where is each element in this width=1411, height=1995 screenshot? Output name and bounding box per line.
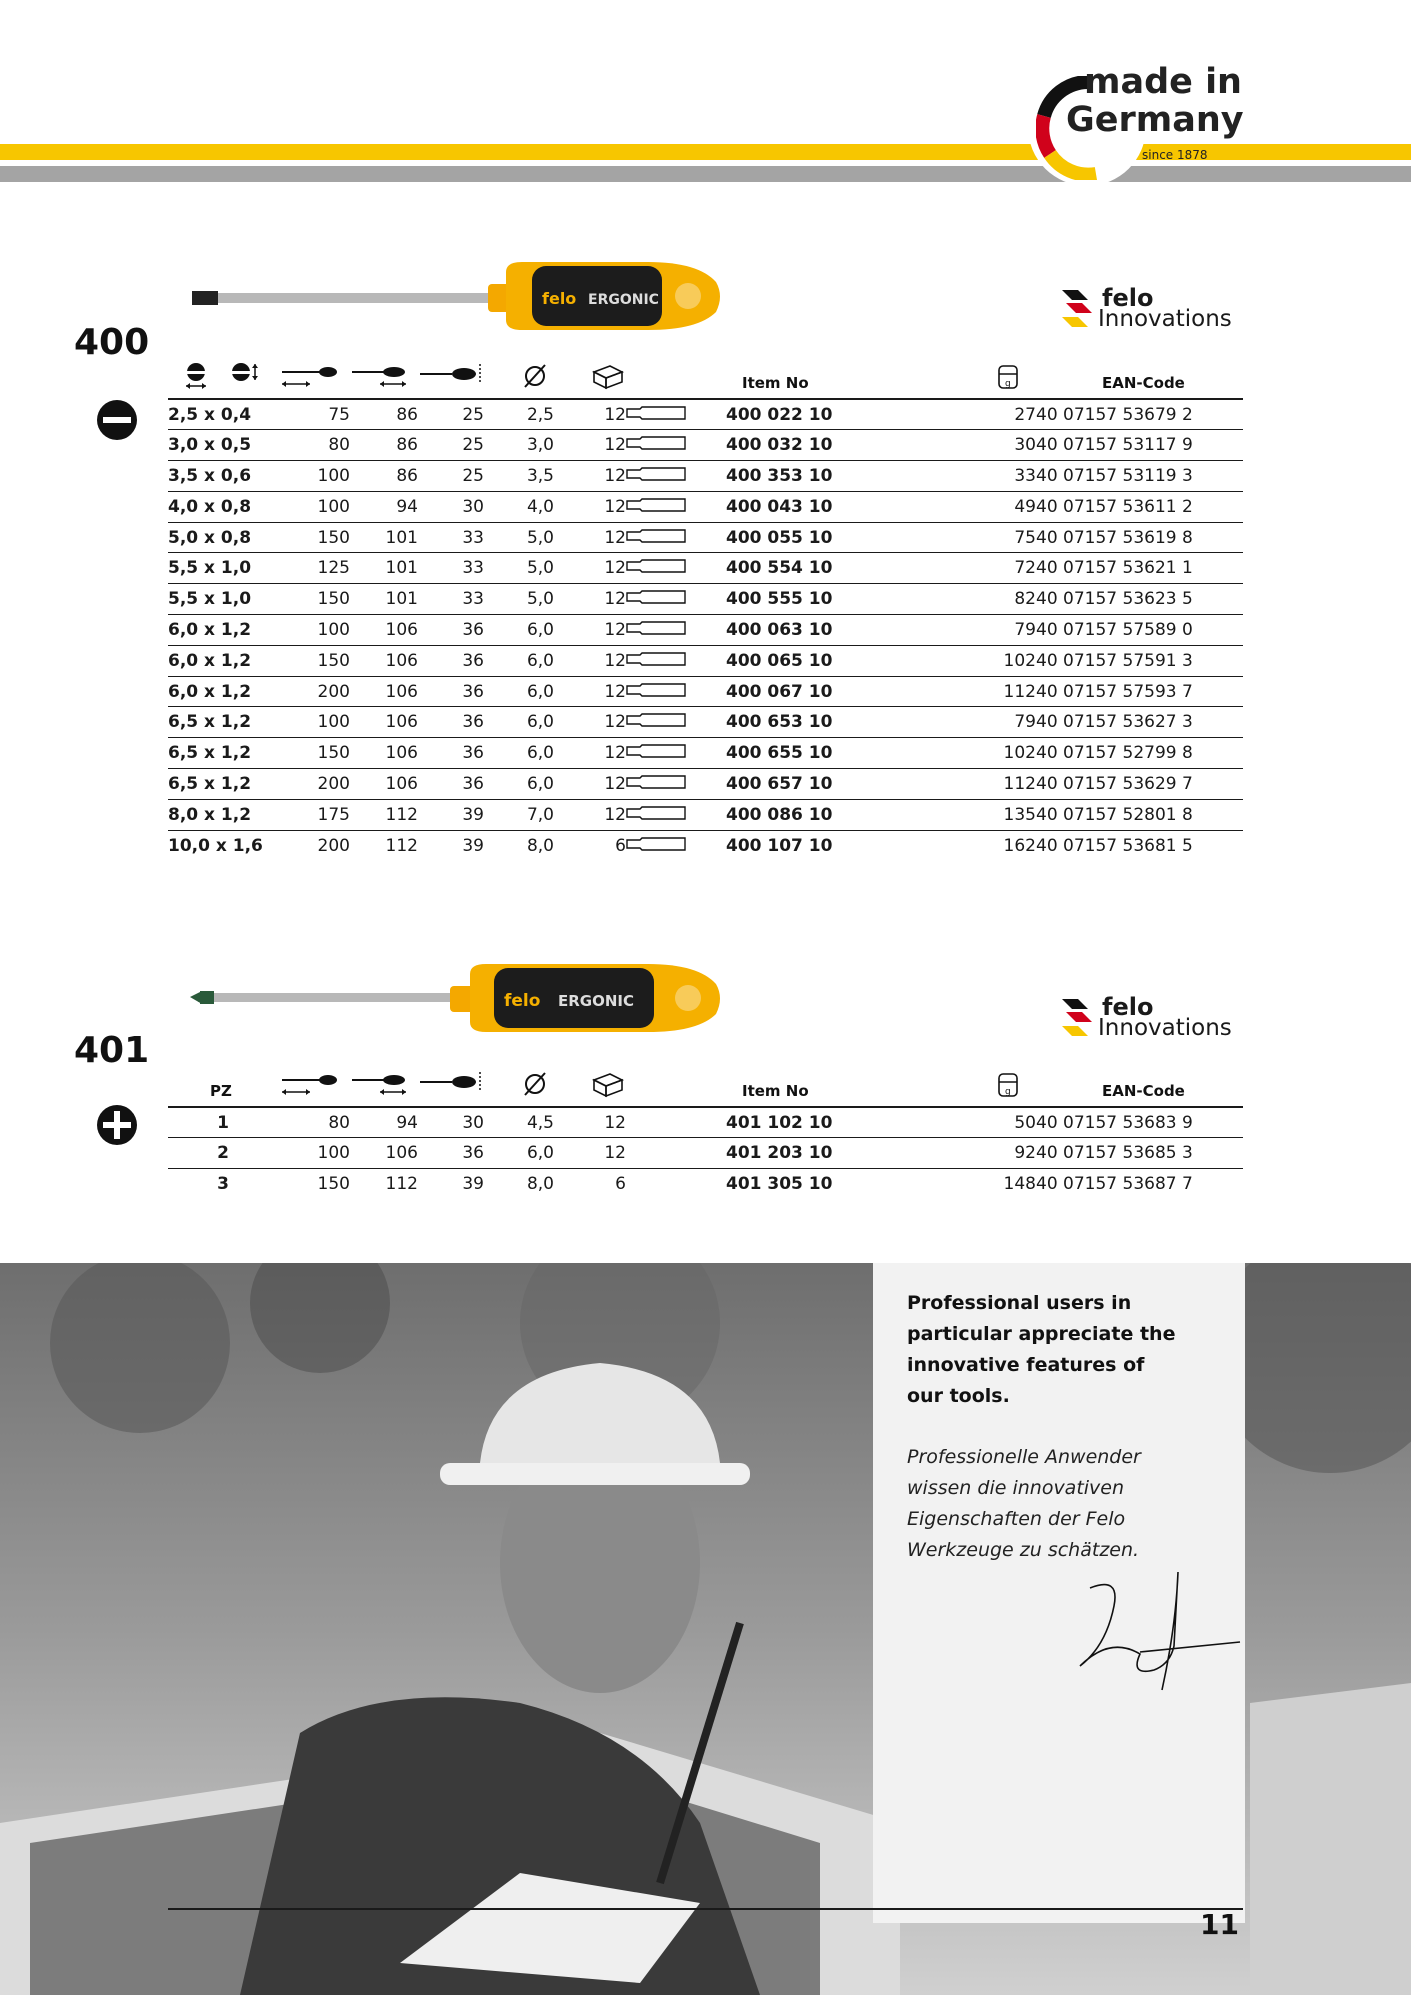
blade-length-cell: 100 (278, 461, 350, 492)
handle-length-cell: 86 (350, 399, 418, 430)
handle-length-cell: 112 (385, 1174, 418, 1195)
table-row (168, 615, 1243, 646)
blade-length-cell: 100 (278, 707, 350, 738)
handle-length-cell: 106 (350, 645, 418, 676)
blade-profile-cell (626, 1138, 726, 1169)
diameter-cell: 4,0 (484, 491, 554, 522)
handle-length-cell: 106 (350, 769, 418, 800)
blade-profile-cell (626, 738, 726, 769)
diameter-cell: 7,0 (484, 799, 554, 830)
item-no-cell: 400 055 10 (726, 522, 926, 553)
size-cell: 6,5 x 1,2 (168, 769, 278, 800)
blade-profile-cell (626, 769, 726, 800)
table-row (168, 738, 1243, 769)
table-row (168, 1169, 1243, 1200)
diameter-cell: 6,0 (484, 645, 554, 676)
blade-profile-icon (626, 559, 686, 573)
handle-diameter-icon (418, 362, 482, 390)
blade-profile-cell (626, 676, 726, 707)
size-cell: 5,0 x 0,8 (168, 522, 278, 553)
handle-length-cell: 112 (385, 835, 418, 856)
quote-en-line: Professional users in (907, 1292, 1132, 1314)
ean-code-cell: 40 07157 53621 1 (1036, 553, 1243, 584)
pack-qty-cell: 12 (554, 522, 626, 553)
ean-code-cell: 40 07157 53627 3 (1036, 707, 1243, 738)
pack-qty-cell: 12 (554, 799, 626, 830)
made-in-germany-badge (1028, 60, 1248, 180)
felo-flag-icon (1062, 290, 1092, 330)
blade-length-cell: 80 (278, 1107, 350, 1138)
table-row (168, 645, 1243, 676)
handle-width-cell: 39 (462, 835, 484, 856)
blade-length-cell: 80 (278, 430, 350, 461)
pack-qty-cell: 12 (554, 491, 626, 522)
item-no-cell: 400 043 10 (726, 491, 926, 522)
blade-profile-cell (626, 1107, 726, 1138)
blade-length-cell: 175 (278, 799, 350, 830)
handle-length-icon (350, 362, 410, 390)
handwritten-signature (1070, 1566, 1250, 1696)
weight-cell: 148 (1003, 1174, 1036, 1195)
diameter-cell: 8,0 (526, 1174, 554, 1195)
badge-germany: Germany (1066, 100, 1244, 140)
size-cell: 3,5 x 0,6 (168, 461, 278, 492)
weight-cell: 82 (926, 584, 1036, 615)
tip-thickness-icon (230, 362, 260, 390)
handle-width-cell: 36 (418, 707, 484, 738)
pack-qty-cell: 12 (554, 645, 626, 676)
pozidriv-screwdriver-image (188, 960, 728, 1036)
size-cell: 2 (168, 1138, 278, 1169)
tip-width-icon (184, 362, 208, 390)
handle-length-cell: 101 (350, 553, 418, 584)
size-cell: 5,5 x 1,0 (168, 553, 278, 584)
handle-width-cell: 33 (418, 553, 484, 584)
ean-code-cell: 40 07157 53685 3 (1036, 1138, 1243, 1169)
diameter-cell: 2,5 (484, 399, 554, 430)
item-no-cell: 400 555 10 (726, 584, 926, 615)
badge-made-in: made in (1084, 62, 1242, 102)
table-row (168, 584, 1243, 615)
weight-cell: 79 (926, 615, 1036, 646)
felo-innovations: Innovations (1098, 1015, 1232, 1041)
blade-profile-icon (626, 775, 686, 789)
ean-code-header: EAN-Code (1102, 1082, 1185, 1100)
weight-cell: 102 (926, 645, 1036, 676)
item-no-cell: 401 305 10 (726, 1174, 833, 1195)
table-row (168, 707, 1243, 738)
size-cell: 3,0 x 0,5 (168, 430, 278, 461)
item-no-cell: 400 032 10 (726, 430, 926, 461)
blade-length-icon (280, 1070, 340, 1098)
blade-length-cell: 100 (278, 1138, 350, 1169)
size-cell: 4,0 x 0,8 (168, 491, 278, 522)
item-no-cell: 400 653 10 (726, 707, 926, 738)
weight-cell: 112 (926, 769, 1036, 800)
table-row (168, 553, 1243, 584)
weight-cell: 102 (926, 738, 1036, 769)
weight-cell: 79 (926, 707, 1036, 738)
handle-length-cell: 94 (350, 1107, 418, 1138)
blade-length-cell: 100 (278, 491, 350, 522)
section-401-number: 401 (74, 1030, 150, 1071)
weight-cell: 50 (926, 1107, 1036, 1138)
table-row (168, 769, 1243, 800)
quote-en-line: innovative features of (907, 1354, 1145, 1376)
svg-text:ERGONIC: ERGONIC (558, 992, 635, 1010)
quote-de-line: Eigenschaften der Felo (907, 1508, 1126, 1530)
svg-text:g: g (1005, 379, 1011, 389)
ean-code-cell: 40 07157 57593 7 (1036, 676, 1243, 707)
handle-width-cell: 33 (418, 522, 484, 553)
handle-width-cell: 36 (418, 1138, 484, 1169)
size-cell: 8,0 x 1,2 (168, 799, 278, 830)
item-no-header: Item No (742, 374, 809, 392)
handle-width-cell: 25 (418, 430, 484, 461)
section-400-header (168, 362, 1243, 396)
quote-de-line: Professionelle Anwender (907, 1446, 1141, 1468)
blade-length-cell: 150 (278, 645, 350, 676)
ean-code-cell: 40 07157 53623 5 (1036, 584, 1243, 615)
item-no-cell: 401 102 10 (726, 1107, 926, 1138)
blade-profile-cell (626, 553, 726, 584)
item-no-cell: 400 353 10 (726, 461, 926, 492)
size-cell: 1 (168, 1107, 278, 1138)
blade-profile-icon (626, 406, 686, 420)
item-no-cell: 400 107 10 (726, 835, 833, 856)
blade-length-cell: 200 (317, 835, 350, 856)
diameter-cell: 5,0 (484, 522, 554, 553)
table-row (168, 399, 1243, 430)
size-cell: 6,5 x 1,2 (168, 738, 278, 769)
slotted-screwdriver-image (188, 258, 728, 334)
handle-width-cell: 25 (418, 461, 484, 492)
item-no-cell: 400 554 10 (726, 553, 926, 584)
svg-text:felo: felo (542, 289, 577, 308)
badge-since: since 1878 (1142, 148, 1208, 162)
blade-length-icon (280, 362, 340, 390)
ean-code-cell: 40 07157 53629 7 (1036, 769, 1243, 800)
blade-length-cell: 150 (278, 738, 350, 769)
ean-code-cell: 40 07157 57591 3 (1036, 645, 1243, 676)
felo-innovations-logo-2 (1062, 993, 1242, 1047)
package-icon (592, 1070, 624, 1098)
pack-qty-cell: 12 (554, 399, 626, 430)
felo-innovations-logo (1062, 284, 1242, 338)
handle-width-cell: 30 (418, 1107, 484, 1138)
handle-width-cell: 36 (418, 769, 484, 800)
diameter-cell: 4,5 (484, 1107, 554, 1138)
blade-length-cell: 150 (278, 584, 350, 615)
blade-profile-cell (626, 830, 726, 861)
size-cell: 6,5 x 1,2 (168, 707, 278, 738)
item-no-cell: 400 657 10 (726, 769, 926, 800)
section-400-table (168, 398, 1243, 861)
blade-length-cell: 125 (278, 553, 350, 584)
size-cell: 3 (217, 1174, 229, 1195)
blade-profile-icon (626, 436, 686, 450)
blade-profile-icon (626, 590, 686, 604)
blade-profile-icon (626, 621, 686, 635)
blade-profile-cell (626, 430, 726, 461)
pack-qty-cell: 12 (554, 553, 626, 584)
diameter-cell: 6,0 (484, 738, 554, 769)
diameter-cell: 6,0 (484, 707, 554, 738)
blade-length-cell: 75 (278, 399, 350, 430)
blade-profile-icon (626, 713, 686, 727)
blade-profile-cell (626, 615, 726, 646)
quote-german (907, 1442, 1227, 1566)
pack-qty-cell: 12 (554, 1107, 626, 1138)
blade-profile-cell (626, 645, 726, 676)
item-no-cell: 400 063 10 (726, 615, 926, 646)
diameter-cell: 6,0 (484, 676, 554, 707)
handle-width-cell: 36 (418, 645, 484, 676)
table-row (168, 1107, 1243, 1138)
handle-length-cell: 106 (350, 1138, 418, 1169)
handle-length-cell: 101 (350, 584, 418, 615)
blade-profile-cell (626, 399, 726, 430)
blade-profile-icon (626, 529, 686, 543)
table-row (168, 491, 1243, 522)
page-number: 11 (1200, 1908, 1239, 1941)
handle-length-cell: 106 (350, 738, 418, 769)
quote-de-line: Werkzeuge zu schätzen. (907, 1539, 1140, 1561)
felo-name: felo (1102, 993, 1154, 1021)
pack-qty-cell: 12 (554, 738, 626, 769)
size-cell: 10,0 x 1,6 (168, 835, 263, 856)
handle-width-cell: 25 (418, 399, 484, 430)
diameter-cell: 3,0 (484, 430, 554, 461)
diameter-icon (522, 362, 548, 390)
ean-code-cell: 40 07157 53687 7 (1036, 1174, 1193, 1195)
table-row (168, 1138, 1243, 1169)
section-401-header (168, 1070, 1243, 1104)
svg-text:felo: felo (504, 991, 541, 1011)
footer-rule (168, 1908, 1243, 1910)
blade-profile-cell (626, 584, 726, 615)
diameter-cell: 5,0 (484, 553, 554, 584)
diameter-cell: 3,5 (484, 461, 554, 492)
quote-de-line: wissen die innovativen (907, 1477, 1125, 1499)
handle-length-icon (350, 1070, 410, 1098)
weight-cell: 92 (926, 1138, 1036, 1169)
blade-profile-cell (626, 799, 726, 830)
table-row (168, 830, 1243, 861)
table-row (168, 461, 1243, 492)
size-cell: 6,0 x 1,2 (168, 676, 278, 707)
handle-width-cell: 33 (418, 584, 484, 615)
felo-innovations: Innovations (1098, 306, 1232, 332)
handle-width-cell: 36 (418, 615, 484, 646)
pack-qty-cell: 12 (554, 584, 626, 615)
diameter-cell: 6,0 (484, 615, 554, 646)
pozidriv-tip-icon (97, 1105, 137, 1145)
blade-length-cell: 200 (278, 769, 350, 800)
blade-profile-icon (626, 744, 686, 758)
blade-length-cell: 150 (317, 1174, 350, 1195)
section-400-number: 400 (74, 322, 150, 363)
table-row (168, 676, 1243, 707)
slotted-tip-icon (97, 400, 137, 440)
diameter-icon (522, 1070, 548, 1098)
diameter-cell: 5,0 (484, 584, 554, 615)
size-cell: 2,5 x 0,4 (168, 399, 278, 430)
blade-length-cell: 100 (278, 615, 350, 646)
handle-length-cell: 106 (350, 676, 418, 707)
blade-length-cell: 200 (278, 676, 350, 707)
pack-qty-cell: 12 (554, 707, 626, 738)
weight-cell: 162 (1003, 835, 1036, 856)
ean-code-header: EAN-Code (1102, 374, 1185, 392)
item-no-cell: 400 655 10 (726, 738, 926, 769)
handle-length-cell: 86 (350, 461, 418, 492)
table-row (168, 799, 1243, 830)
weight-cell: 30 (926, 430, 1036, 461)
item-no-cell: 400 086 10 (726, 799, 926, 830)
ean-code-cell: 40 07157 53619 8 (1036, 522, 1243, 553)
weight-cell: 135 (926, 799, 1036, 830)
ean-code-cell: 40 07157 53681 5 (1036, 835, 1193, 856)
handle-length-cell: 112 (350, 799, 418, 830)
blade-profile-cell (626, 491, 726, 522)
blade-profile-icon (626, 652, 686, 666)
handle-width-cell: 36 (418, 676, 484, 707)
ean-code-cell: 40 07157 52801 8 (1036, 799, 1243, 830)
diameter-cell: 6,0 (484, 1138, 554, 1169)
pack-qty-cell: 12 (554, 430, 626, 461)
blade-profile-cell (626, 522, 726, 553)
blade-profile-icon (626, 806, 686, 820)
pz-header: PZ (210, 1082, 232, 1100)
ean-code-cell: 40 07157 52799 8 (1036, 738, 1243, 769)
svg-text:g: g (1005, 1087, 1011, 1097)
section-401-table (168, 1106, 1243, 1199)
package-icon (592, 362, 624, 390)
pack-qty-cell: 12 (554, 461, 626, 492)
weight-cell: 27 (926, 399, 1036, 430)
blade-profile-cell (626, 1169, 726, 1200)
item-no-cell: 400 065 10 (726, 645, 926, 676)
pack-qty-cell: 6 (615, 835, 626, 856)
item-no-cell: 400 067 10 (726, 676, 926, 707)
weight-cell: 112 (926, 676, 1036, 707)
blade-length-cell: 150 (278, 522, 350, 553)
diameter-cell: 6,0 (484, 769, 554, 800)
handle-length-cell: 101 (350, 522, 418, 553)
handle-diameter-icon (418, 1070, 482, 1098)
pack-qty-cell: 12 (554, 1138, 626, 1169)
size-cell: 6,0 x 1,2 (168, 615, 278, 646)
handle-length-cell: 94 (350, 491, 418, 522)
blade-profile-icon (626, 683, 686, 697)
blade-profile-icon (626, 837, 686, 851)
handle-width-cell: 39 (462, 1174, 484, 1195)
pack-qty-cell: 6 (615, 1174, 626, 1195)
size-cell: 6,0 x 1,2 (168, 645, 278, 676)
handle-width-cell: 39 (418, 799, 484, 830)
felo-flag-icon (1062, 999, 1092, 1039)
ean-code-cell: 40 07157 53611 2 (1036, 491, 1243, 522)
table-row (168, 430, 1243, 461)
pack-qty-cell: 12 (554, 676, 626, 707)
size-cell: 5,5 x 1,0 (168, 584, 278, 615)
weight-icon (996, 362, 1020, 390)
weight-cell: 75 (926, 522, 1036, 553)
item-no-header: Item No (742, 1082, 809, 1100)
ean-code-cell: 40 07157 53679 2 (1036, 399, 1243, 430)
handle-width-cell: 30 (418, 491, 484, 522)
diameter-cell: 8,0 (526, 835, 554, 856)
quote-en-line: our tools. (907, 1385, 1010, 1407)
handle-width-cell: 36 (418, 738, 484, 769)
ean-code-cell: 40 07157 53117 9 (1036, 430, 1243, 461)
pack-qty-cell: 12 (554, 769, 626, 800)
blade-profile-cell (626, 707, 726, 738)
weight-icon (996, 1070, 1020, 1098)
handle-length-cell: 106 (350, 615, 418, 646)
weight-cell: 49 (926, 491, 1036, 522)
svg-text:ERGONIC: ERGONIC (588, 292, 659, 308)
blade-profile-cell (626, 461, 726, 492)
ean-code-cell: 40 07157 57589 0 (1036, 615, 1243, 646)
blade-profile-icon (626, 498, 686, 512)
table-row (168, 522, 1243, 553)
quote-en-line: particular appreciate the (907, 1323, 1176, 1345)
weight-cell: 72 (926, 553, 1036, 584)
ean-code-cell: 40 07157 53119 3 (1036, 461, 1243, 492)
handle-length-cell: 86 (350, 430, 418, 461)
felo-name: felo (1102, 284, 1154, 312)
handle-length-cell: 106 (350, 707, 418, 738)
pack-qty-cell: 12 (554, 615, 626, 646)
blade-profile-icon (626, 467, 686, 481)
weight-cell: 33 (926, 461, 1036, 492)
item-no-cell: 400 022 10 (726, 399, 926, 430)
ean-code-cell: 40 07157 53683 9 (1036, 1107, 1243, 1138)
item-no-cell: 401 203 10 (726, 1138, 926, 1169)
quote-english (907, 1288, 1227, 1412)
